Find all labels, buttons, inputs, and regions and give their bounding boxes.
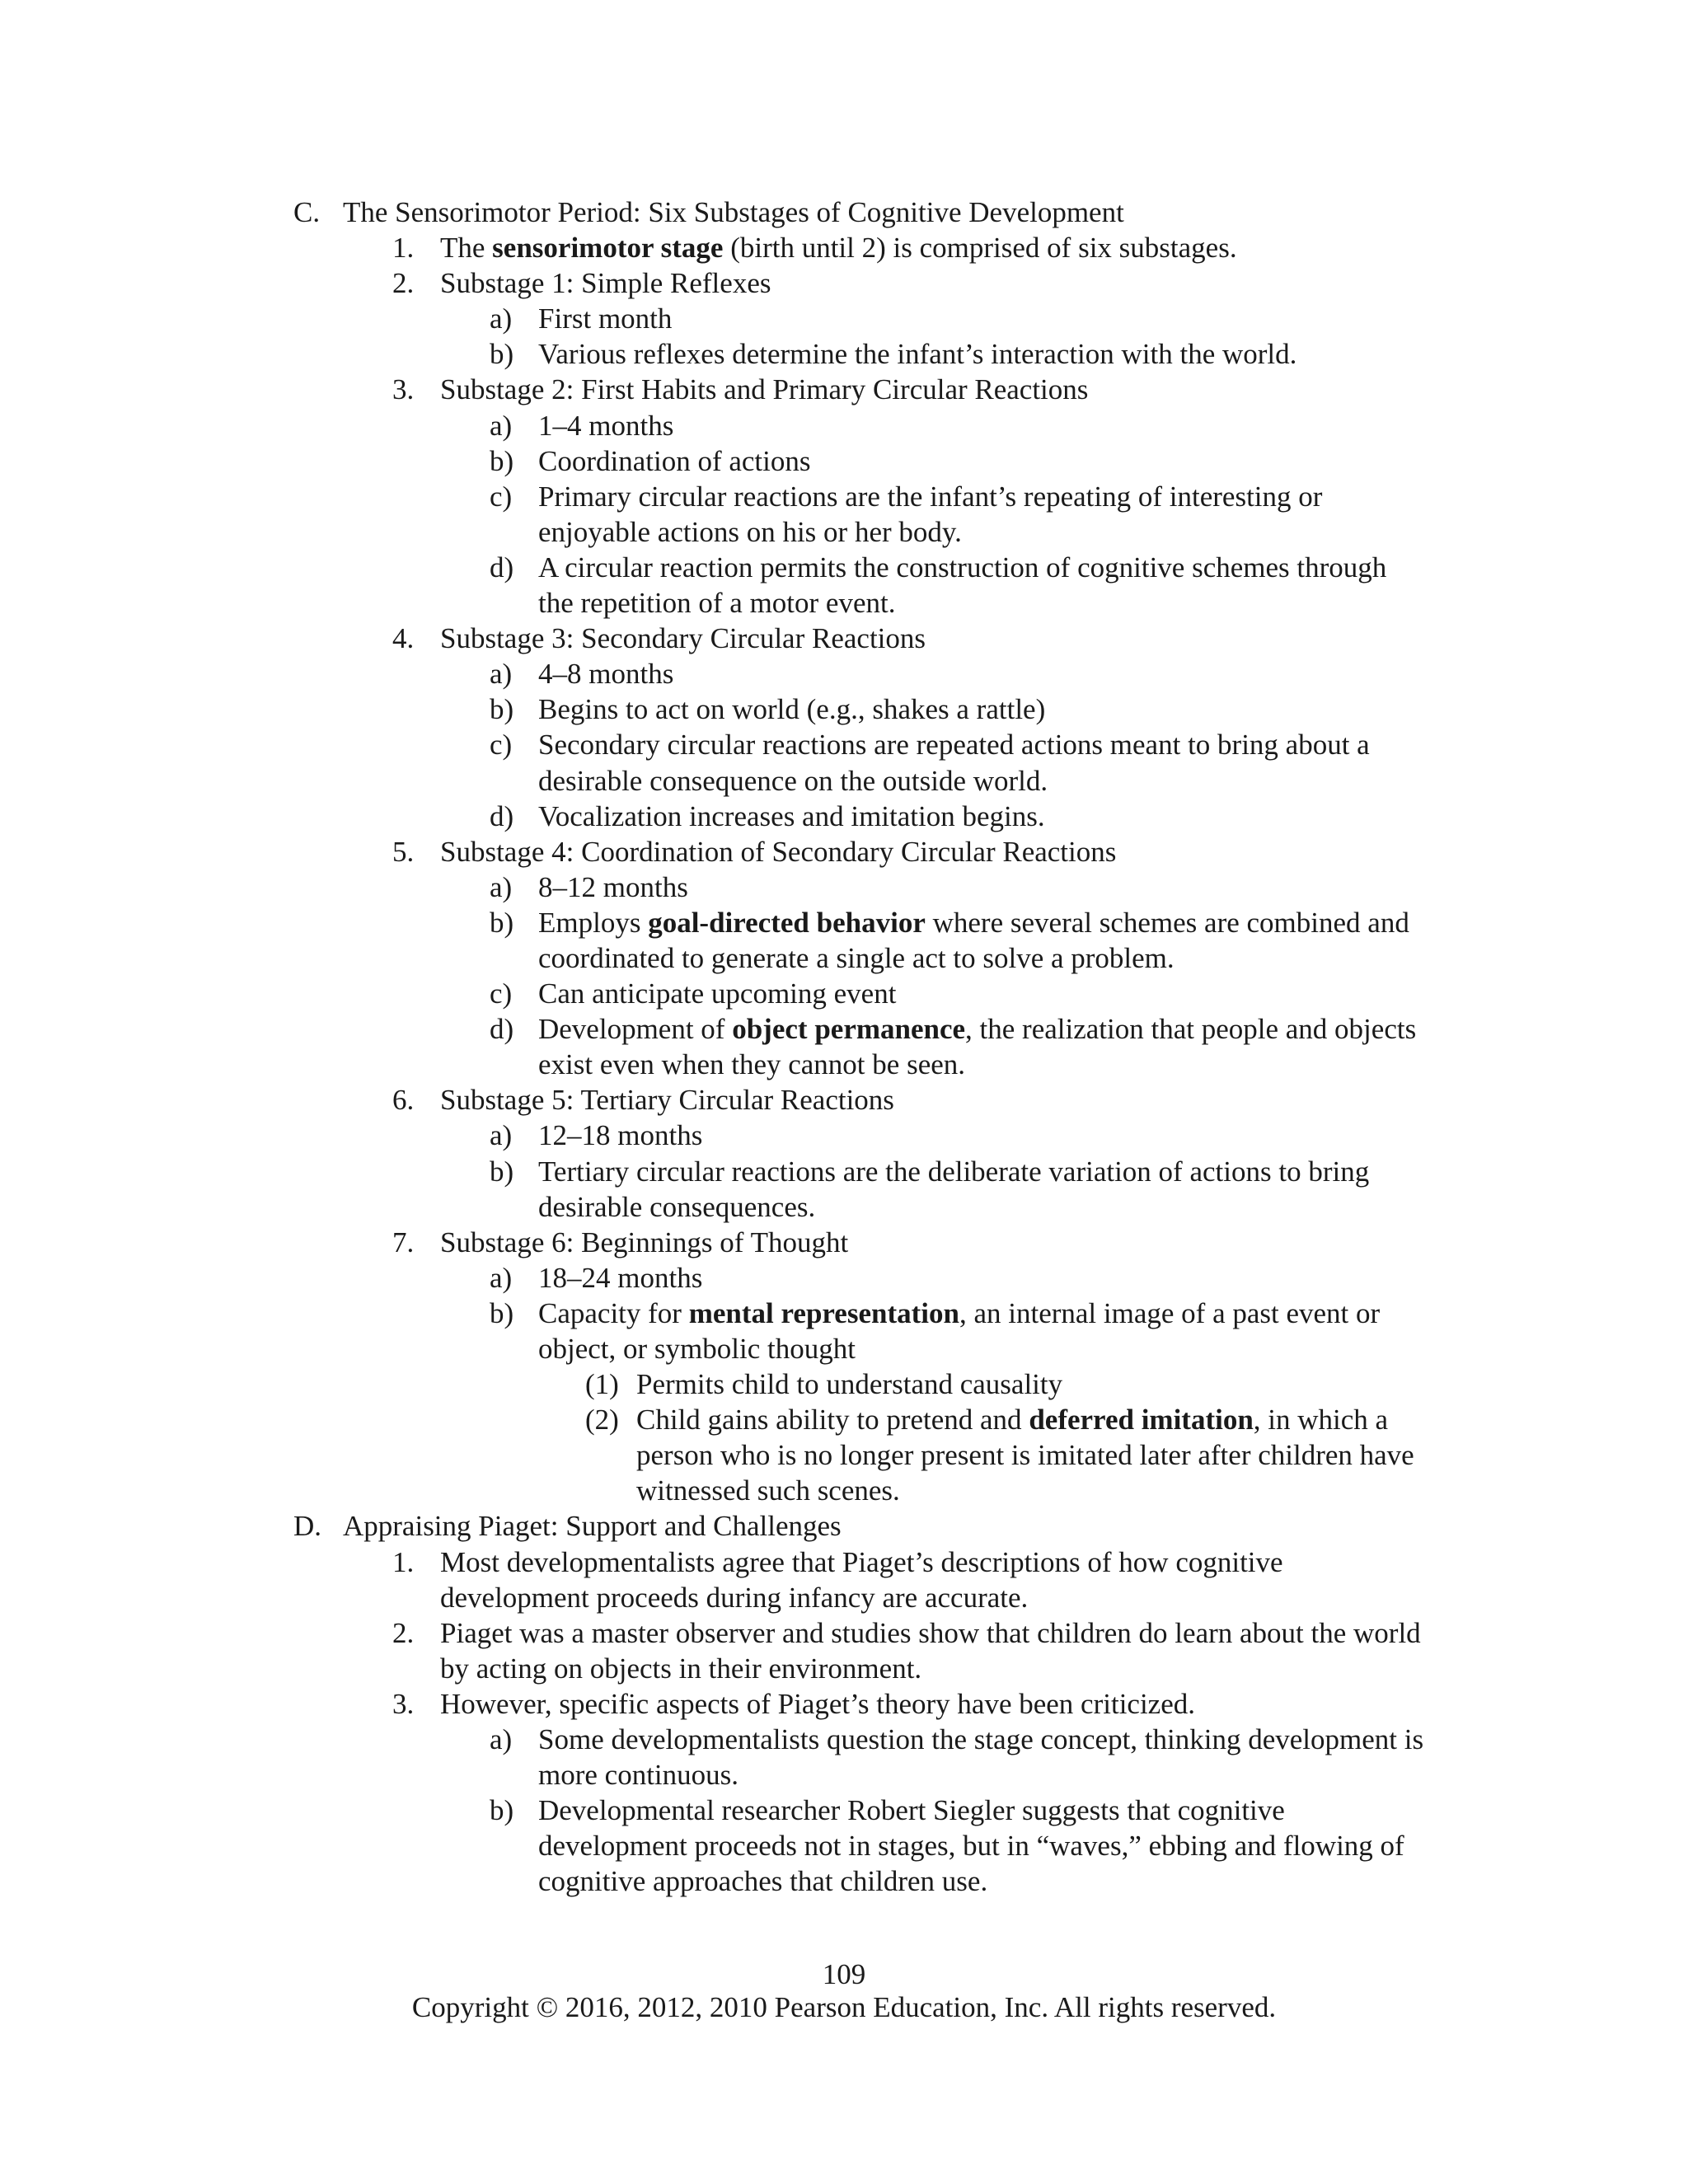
outline-line	[0, 1331, 1688, 1366]
outline-line	[0, 1118, 1688, 1153]
text-segment: development proceeds during infancy are accurate.	[440, 1581, 1029, 1614]
outline-text	[538, 1296, 1380, 1331]
outline-text	[440, 1615, 1421, 1651]
text-segment: coordinated to generate a single act to solve a problem.	[538, 941, 1175, 974]
outline-marker: a)	[490, 870, 513, 903]
outline-text	[538, 1757, 738, 1793]
outline-marker: (2)	[585, 1404, 619, 1436]
outline-marker: b)	[490, 1794, 514, 1827]
key-term: object permanence	[732, 1013, 966, 1046]
outline-line	[0, 1296, 1688, 1331]
text-segment: the repetition of a motor event.	[538, 587, 896, 620]
text-segment: where several schemes are combined and	[925, 906, 1409, 939]
outline-marker: 3.	[392, 1687, 415, 1720]
key-term: sensorimotor stage	[492, 232, 724, 265]
text-segment: Various reflexes determine the infant’s interaction with the world.	[538, 338, 1297, 371]
outline-text	[538, 550, 1386, 585]
outline-line	[0, 905, 1688, 940]
outline-line	[0, 1722, 1688, 1757]
outline-text	[440, 1686, 1195, 1722]
outline-marker: 3.	[392, 373, 415, 406]
outline-line	[0, 1828, 1688, 1863]
text-segment: Substage 2: First Habits and Primary Circular Reactions	[440, 373, 1089, 406]
outline-text	[440, 265, 771, 301]
text-segment: , an internal image of a past event or	[959, 1296, 1381, 1329]
outline-marker: 5.	[392, 835, 415, 868]
text-segment: 12–18 months	[538, 1119, 703, 1152]
outline-line	[0, 265, 1688, 301]
key-term: mental representation	[688, 1296, 959, 1329]
outline-text	[538, 1011, 1416, 1047]
outline-marker: a)	[490, 1723, 513, 1756]
outline-text	[538, 1047, 965, 1082]
text-segment: by acting on objects in their environment.	[440, 1652, 922, 1685]
text-segment: Substage 5: Tertiary Circular Reactions	[440, 1084, 894, 1117]
outline-marker: C.	[293, 196, 321, 228]
outline-line	[0, 479, 1688, 514]
outline-line	[0, 1544, 1688, 1580]
outline-line	[0, 1686, 1688, 1722]
text-segment: witnessed such scenes.	[636, 1474, 900, 1507]
outline-line	[0, 1225, 1688, 1260]
text-segment: Can anticipate upcoming event	[538, 977, 897, 1010]
outline-text	[538, 1722, 1423, 1757]
text-segment: Secondary circular reactions are repeated actions meant to bring about a	[538, 729, 1370, 762]
outline-text	[538, 336, 1296, 372]
text-segment: Some developmentalists question the stage concept, thinking development is	[538, 1723, 1424, 1756]
outline-line	[0, 691, 1688, 727]
outline-line	[0, 1508, 1688, 1544]
outline-line	[0, 727, 1688, 762]
outline-line	[0, 443, 1688, 479]
text-segment: 1–4 months	[538, 409, 674, 442]
outline-text	[538, 479, 1322, 514]
outline-text	[636, 1402, 1388, 1437]
outline-line	[0, 1260, 1688, 1296]
outline-text	[343, 1508, 842, 1544]
outline-marker: D.	[293, 1510, 322, 1543]
outline-line	[0, 514, 1688, 550]
outline-text	[440, 834, 1116, 869]
outline-text	[538, 585, 895, 621]
outline-text	[538, 1828, 1404, 1863]
outline-text	[636, 1473, 900, 1508]
outline-text	[538, 443, 811, 479]
outline-line	[0, 408, 1688, 443]
text-segment: Development of	[538, 1013, 733, 1046]
outline-marker: b)	[490, 444, 514, 477]
text-segment: Substage 4: Coordination of Secondary Circular Reactions	[440, 835, 1117, 868]
outline-marker: 7.	[392, 1226, 415, 1258]
outline-line	[0, 799, 1688, 834]
outline-text	[538, 301, 672, 336]
outline-marker: 2.	[392, 267, 415, 300]
text-segment: 8–12 months	[538, 870, 688, 903]
text-segment: Begins to act on world (e.g., shakes a rattle)	[538, 693, 1046, 726]
text-segment: (birth until 2) is comprised of six substages.	[723, 232, 1237, 265]
outline-marker: 6.	[392, 1084, 415, 1117]
outline-line	[0, 1189, 1688, 1225]
outline-line	[0, 976, 1688, 1011]
text-segment: The	[440, 232, 493, 265]
outline-line	[0, 1082, 1688, 1118]
outline-text	[538, 1118, 702, 1153]
outline-line	[0, 336, 1688, 372]
outline-marker: b)	[490, 906, 514, 939]
text-segment: Vocalization increases and imitation begins.	[538, 799, 1045, 832]
text-segment: Substage 6: Beginnings of Thought	[440, 1226, 849, 1258]
outline-marker: (1)	[585, 1368, 619, 1401]
text-segment: First month	[538, 302, 673, 335]
outline-line	[0, 940, 1688, 976]
outline-line	[0, 1863, 1688, 1899]
text-segment: 18–24 months	[538, 1261, 703, 1294]
outline-line	[0, 301, 1688, 336]
outline-line	[0, 1047, 1688, 1082]
outline-text	[440, 1544, 1283, 1580]
text-segment: exist even when they cannot be seen.	[538, 1048, 966, 1081]
text-segment: , in which a	[1253, 1404, 1389, 1436]
outline-line	[0, 1473, 1688, 1508]
outline-text	[538, 1154, 1369, 1189]
text-segment: Developmental researcher Robert Siegler suggests that cognitive	[538, 1794, 1285, 1827]
key-term: deferred imitation	[1029, 1404, 1254, 1436]
text-segment: Child gains ability to pretend and	[636, 1404, 1029, 1436]
outline-line	[0, 834, 1688, 869]
outline-text	[440, 1082, 894, 1118]
outline-text	[538, 1863, 987, 1899]
outline-text	[538, 976, 896, 1011]
text-segment: desirable consequences.	[538, 1190, 816, 1223]
outline-text	[538, 869, 688, 905]
outline-text	[440, 1580, 1028, 1615]
outline-marker: 1.	[392, 1545, 415, 1578]
outline-line	[0, 1757, 1688, 1793]
outline-line	[0, 372, 1688, 407]
text-segment: desirable consequence on the outside world.	[538, 764, 1048, 797]
text-segment: Employs	[538, 906, 649, 939]
text-segment: object, or symbolic thought	[538, 1333, 856, 1365]
text-segment: Coordination of actions	[538, 444, 811, 477]
outline-line	[0, 1615, 1688, 1651]
outline-text	[538, 1189, 815, 1225]
outline-text	[343, 194, 1124, 230]
outline	[0, 194, 1688, 1900]
outline-marker: d)	[490, 551, 514, 583]
text-segment: The Sensorimotor Period: Six Substages of Cognitive Development	[343, 196, 1124, 228]
outline-line	[0, 550, 1688, 585]
text-segment: person who is no longer present is imitated later after children have	[636, 1439, 1414, 1472]
outline-line	[0, 1154, 1688, 1189]
text-segment: Substage 3: Secondary Circular Reactions	[440, 622, 926, 655]
outline-line	[0, 230, 1688, 265]
outline-text	[538, 727, 1370, 762]
outline-text	[440, 1225, 848, 1260]
text-segment: cognitive approaches that children use.	[538, 1865, 988, 1898]
key-term: goal-directed behavior	[648, 906, 926, 939]
copyright-notice: Copyright © 2016, 2012, 2010 Pearson Education, Inc. All rights reserved.	[411, 1991, 1277, 2023]
outline-marker: b)	[490, 1296, 514, 1329]
outline-line	[0, 656, 1688, 691]
outline-text	[538, 408, 673, 443]
text-segment: enjoyable actions on his or her body.	[538, 515, 962, 548]
text-segment: However, specific aspects of Piaget’s theory have been criticized.	[440, 1687, 1195, 1720]
outline-text	[538, 1331, 856, 1366]
outline-marker: d)	[490, 1013, 514, 1046]
outline-marker: c)	[490, 977, 513, 1010]
outline-line	[0, 1793, 1688, 1828]
outline-text	[538, 656, 673, 691]
outline-line	[0, 1437, 1688, 1473]
text-segment: , the realization that people and objects	[965, 1013, 1417, 1046]
outline-line	[0, 1651, 1688, 1686]
outline-marker: 4.	[392, 622, 415, 655]
outline-line	[0, 1366, 1688, 1402]
text-segment: Appraising Piaget: Support and Challenges	[343, 1510, 842, 1543]
text-segment: Most developmentalists agree that Piaget’s descriptions of how cognitive	[440, 1545, 1283, 1578]
text-segment: 4–8 months	[538, 658, 674, 691]
outline-marker: b)	[490, 693, 514, 726]
text-segment: Primary circular reactions are the infant’s repeating of interesting or	[538, 480, 1323, 513]
outline-text	[538, 514, 962, 550]
text-segment: Tertiary circular reactions are the deliberate variation of actions to bring	[538, 1155, 1370, 1188]
text-segment: Substage 1: Simple Reflexes	[440, 267, 771, 300]
outline-text	[538, 940, 1175, 976]
outline-marker: 1.	[392, 232, 415, 265]
outline-text	[440, 621, 926, 656]
outline-marker: a)	[490, 1119, 513, 1152]
outline-text	[440, 230, 1237, 265]
outline-marker: b)	[490, 338, 514, 371]
outline-text	[440, 1651, 921, 1686]
outline-marker: a)	[490, 409, 513, 442]
outline-line	[0, 621, 1688, 656]
outline-marker: c)	[490, 729, 513, 762]
outline-text	[636, 1366, 1062, 1402]
outline-line	[0, 1580, 1688, 1615]
outline-text	[636, 1437, 1414, 1473]
outline-text	[538, 1793, 1285, 1828]
outline-line	[0, 585, 1688, 621]
outline-marker: a)	[490, 1261, 513, 1294]
text-segment: more continuous.	[538, 1759, 739, 1792]
text-segment: Permits child to understand causality	[636, 1368, 1063, 1401]
outline-line	[0, 763, 1688, 799]
outline-line	[0, 1011, 1688, 1047]
outline-marker: d)	[490, 799, 514, 832]
outline-text	[538, 763, 1048, 799]
outline-text	[538, 905, 1409, 940]
outline-marker: a)	[490, 302, 513, 335]
text-segment: A circular reaction permits the construction of cognitive schemes through	[538, 551, 1387, 583]
outline-text	[538, 691, 1045, 727]
text-segment: Capacity for	[538, 1296, 689, 1329]
outline-marker: 2.	[392, 1616, 415, 1649]
page-number: 109	[822, 1958, 866, 1990]
outline-text	[538, 799, 1045, 834]
text-segment: Piaget was a master observer and studies show that children do learn about the world	[440, 1616, 1421, 1649]
outline-marker: b)	[490, 1155, 514, 1188]
outline-marker: c)	[490, 480, 513, 513]
outline-line	[0, 194, 1688, 230]
outline-text	[538, 1260, 702, 1296]
text-segment: development proceeds not in stages, but in “waves,” ebbing and flowing of	[538, 1830, 1404, 1863]
outline-text	[440, 372, 1088, 407]
outline-marker: a)	[490, 658, 513, 691]
outline-line	[0, 1402, 1688, 1437]
outline-line	[0, 869, 1688, 905]
